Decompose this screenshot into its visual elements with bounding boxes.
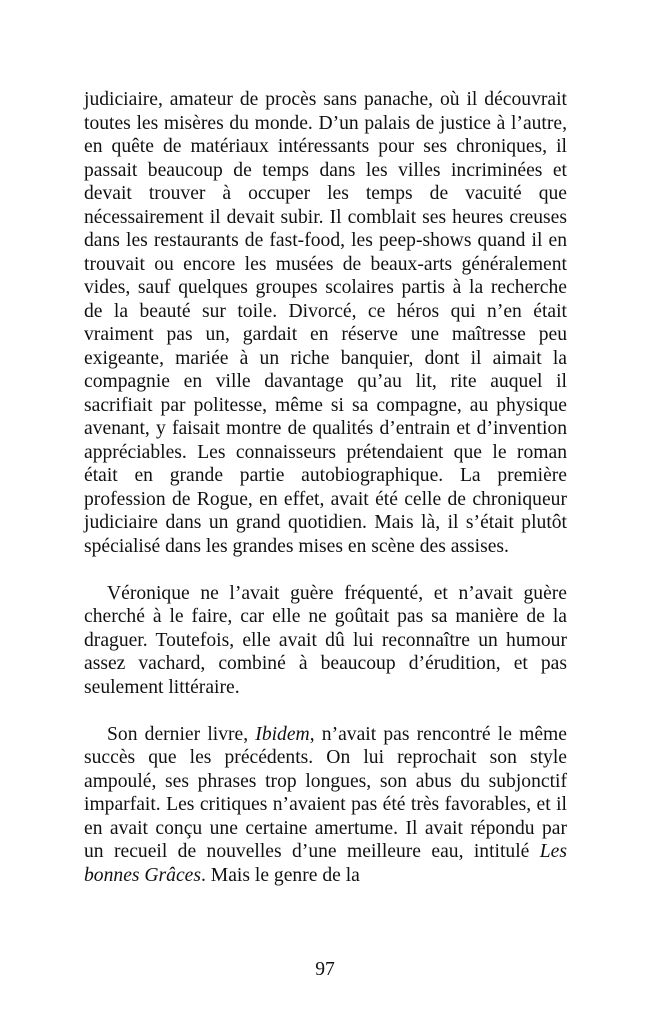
- page-number: 97: [315, 959, 335, 980]
- paragraph-1: judiciaire, amateur de procès sans panache, où il découvrait toutes les misères du monde. D’un palais de justice à l’autre, en quête de matériaux intéressants pour ses chroniques, il passait beaucoup de temps dans les villes incriminées et devait trouver à occuper les temps de vacuité que nécessairement il devait subir. Il comblait ses heures creuses dans les restaurants de fast-food, les peep-shows quand il en trouvait ou encore les musées de beaux-arts généralement vides, sauf quelques groupes scolaires partis à la recherche de la beauté sur toile. Divorcé, ce héros qui n’en était vraiment pas un, gardait en réserve une maîtresse peu exigeante, mariée à un riche banquier, dont il aimait la compagnie en ville davantage qu’au lit, rite auquel il sacrifiait par politesse, même si sa compagne, au physique avenant, y faisait montre de qualités d’entrain et d’invention appréciables. Les connaisseurs prétendaient que le roman était en grande partie autobiographique. La première profession de Rogue, en effet, avait été celle de chroniqueur judiciaire dans un grand quotidien. Mais là, il s’était plutôt spécialisé dans les grandes mises en scène des assises.: [84, 89, 567, 557]
- paragraph-2: Véronique ne l’avait guère fréquenté, et n’avait guère cherché à le faire, car elle ne goûtait pas sa manière de la draguer. Toutefois, elle avait dû lui reconnaître un humour assez vachard, combiné à beaucoup d’érudition, et pas seulement littéraire.: [84, 582, 567, 698]
- paragraph-3: [84, 723, 567, 888]
- book-title-ibidem: Ibidem: [255, 723, 310, 745]
- page-body: [84, 88, 567, 887]
- book-title-les-bonnes-graces: Les bonnes Grâces: [84, 841, 567, 886]
- paragraph-3-text-middle: , n’avait pas rencontré le même succès que les précédents. On lui reprochait son style ampoulé, ses phrases trop longues, son abus du subjonctif imparfait. Les critiques n’avaient pas été très favorables, et il en avait conçu une certaine amertume. Il avait répondu par un recueil de nouvelles d’une meilleure eau, intitulé: [84, 723, 567, 862]
- paragraph-3-text-start: Son dernier livre,: [107, 723, 256, 745]
- paragraph-3-text-end: . Mais le genre de la: [201, 864, 360, 886]
